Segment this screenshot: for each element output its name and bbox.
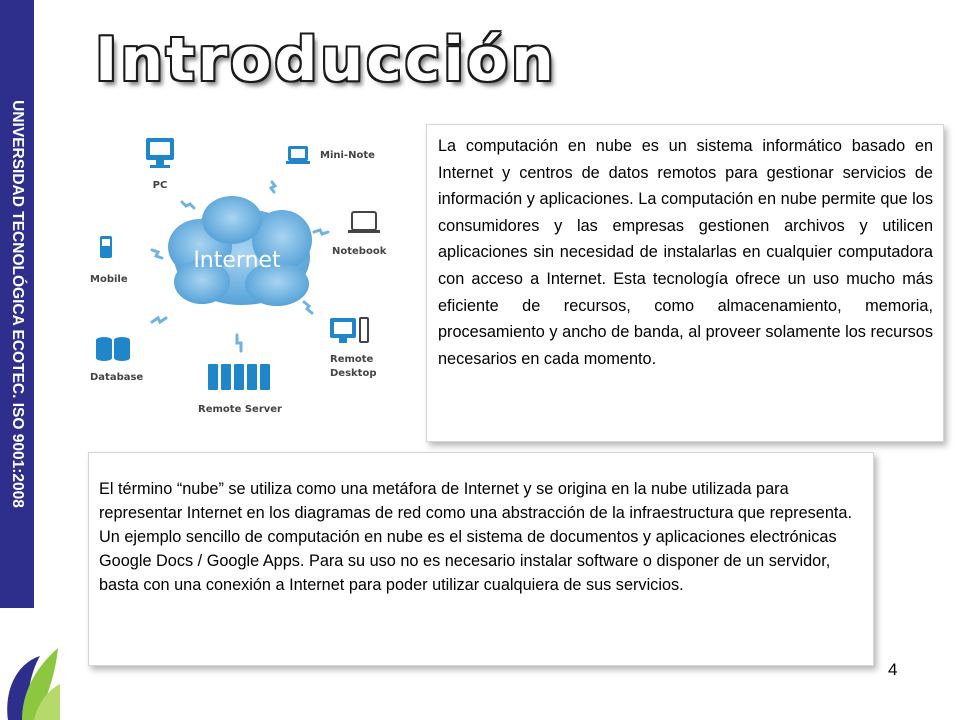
node-label-remote-server: Remote Server <box>198 404 282 415</box>
sidebar-band <box>0 0 34 608</box>
definition-box <box>426 124 944 442</box>
internet-diagram <box>82 122 404 432</box>
definition-text: La computación en nube es un sistema informático basado en Internet y centros de datos remotos para gestionar servicios de información y aplicaciones. La computación en nube permite que los consumidores y las empresas gestionen archivos y utilicen aplicaciones sin necesidad de instalarlas en cualquier computadora con acceso a Internet. Esta tecnología ofrece un uso mucho más eficiente de recursos, como almacenamiento, memoria, procesamiento y ancho de banda, al proveer solamente los recursos necesarios en cada momento. <box>438 137 933 368</box>
example-paragraph: Un ejemplo sencillo de computación en nube es el sistema de documentos y aplicaciones electrónicas Google Docs / Google Apps. Para su uso no es necesario instalar software o disponer de un servidor, basta con una conexión a Internet para poder utilizar cualquiera de sus servicios. <box>99 528 837 594</box>
metaphor-paragraph: El término “nube” se utiliza como una metáfora de Internet y se origina en la nube utilizada para representar Internet en los diagramas de red como una abstracción de la infraestructura que representa. <box>99 480 852 522</box>
node-label-pc: PC <box>152 180 168 191</box>
diagram-center-label: Internet <box>193 248 281 273</box>
node-label-mobile: Mobile <box>90 274 128 285</box>
university-logo <box>0 608 60 720</box>
page-title: Introducción <box>95 25 557 95</box>
page-number: 4 <box>888 660 898 679</box>
node-label-notebook: Notebook <box>332 246 387 257</box>
mininote-icon <box>286 146 310 164</box>
node-label-remote: Remote <box>330 354 374 365</box>
server-icon <box>208 364 270 390</box>
node-label-database: Database <box>90 372 144 383</box>
metaphor-box <box>88 452 874 666</box>
mobile-icon <box>100 236 112 258</box>
node-label-mininote: Mini-Note <box>320 150 375 161</box>
node-label-desktop: Desktop <box>330 368 377 379</box>
university-name: UNIVERSIDAD TECNOLÓGICA ECOTEC. ISO 9001:2008 <box>9 100 26 508</box>
